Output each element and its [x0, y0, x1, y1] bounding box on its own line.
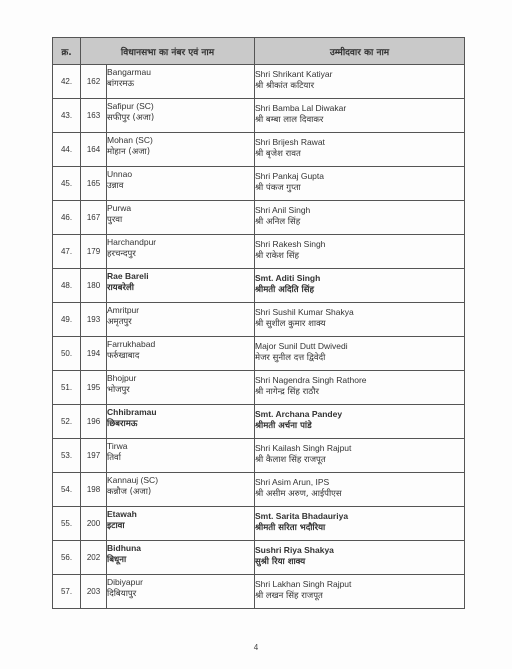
table-row: [53, 303, 465, 337]
candidate-name-english: Major Sunil Dutt Dwivedi: [255, 341, 348, 351]
table-row: [53, 473, 465, 507]
table-row: [53, 99, 465, 133]
candidate-name-cell: [255, 405, 465, 439]
candidate-name-english: Shri Brijesh Rawat: [255, 137, 325, 147]
serial-number-cell: 51.: [53, 371, 81, 405]
constituency-number-cell: 164: [81, 133, 107, 167]
constituency-name-cell: [107, 269, 255, 303]
candidate-name-english: Smt. Aditi Singh: [255, 273, 321, 283]
constituency-name-cell: [107, 65, 255, 99]
candidate-name-hindi: श्रीमती सरिता भदौरिया: [255, 523, 326, 533]
constituency-name-hindi: छिबरामऊ: [107, 419, 138, 429]
constituency-name-hindi: उन्नाव: [107, 181, 124, 191]
table-row: [53, 439, 465, 473]
serial-number-cell: 54.: [53, 473, 81, 507]
candidate-name-english: Smt. Sarita Bhadauriya: [255, 511, 349, 521]
candidate-name-cell: [255, 541, 465, 575]
constituency-name-cell: [107, 99, 255, 133]
candidate-name-english: Shri Pankaj Gupta: [255, 171, 324, 181]
table-row: [53, 269, 465, 303]
constituency-name-hindi: भोजपुर: [107, 385, 130, 395]
constituency-name-english: Bidhuna: [107, 543, 141, 553]
constituency-name-hindi: बांगरमऊ: [107, 79, 135, 89]
candidate-name-english: Shri Bamba Lal Diwakar: [255, 103, 347, 113]
constituency-name-cell: [107, 303, 255, 337]
constituency-name-hindi: सफीपुर (अजा): [107, 113, 155, 123]
constituency-name-english: Rae Bareli: [107, 271, 149, 281]
table-row: [53, 133, 465, 167]
constituency-name-english: Etawah: [107, 509, 137, 519]
table-row: [53, 235, 465, 269]
constituency-number-cell: 203: [81, 575, 107, 609]
constituency-name-hindi: बिधूना: [107, 555, 127, 565]
candidate-name-cell: [255, 269, 465, 303]
serial-number-cell: 46.: [53, 201, 81, 235]
table-row: [53, 507, 465, 541]
candidate-name-english: Shri Nagendra Singh Rathore: [255, 375, 367, 385]
candidate-name-hindi: श्री नागेन्द्र सिंह राठौर: [255, 387, 319, 397]
table-row: [53, 575, 465, 609]
candidate-name-hindi: श्री लखन सिंह राजपूत: [255, 591, 323, 601]
candidate-name-english: Shri Lakhan Singh Rajput: [255, 579, 352, 589]
candidate-name-hindi: सुश्री रिया शाक्य: [255, 557, 306, 567]
candidate-name-english: Shri Sushil Kumar Shakya: [255, 307, 354, 317]
serial-number-cell: 45.: [53, 167, 81, 201]
constituency-name-cell: [107, 235, 255, 269]
candidate-name-hindi: श्री राकेश सिंह: [255, 251, 300, 261]
constituency-name-english: Bangarmau: [107, 67, 151, 77]
candidate-name-english: Shri Asim Arun, IPS: [255, 477, 330, 487]
constituency-name-cell: [107, 167, 255, 201]
serial-number-cell: 56.: [53, 541, 81, 575]
candidate-name-cell: [255, 303, 465, 337]
constituency-name-english: Bhojpur: [107, 373, 137, 383]
constituency-name-cell: [107, 507, 255, 541]
constituency-number-cell: 197: [81, 439, 107, 473]
constituency-name-cell: [107, 439, 255, 473]
constituency-name-hindi: फर्रुखाबाद: [107, 351, 140, 361]
table-row: [53, 371, 465, 405]
constituency-name-cell: [107, 473, 255, 507]
constituency-number-cell: 198: [81, 473, 107, 507]
candidate-name-english: Sushri Riya Shakya: [255, 545, 334, 555]
candidate-name-cell: [255, 439, 465, 473]
serial-number-cell: 53.: [53, 439, 81, 473]
constituency-name-english: Mohan (SC): [107, 135, 153, 145]
header-serial: क्र.: [53, 38, 81, 65]
constituency-name-english: Tirwa: [107, 441, 128, 451]
table-row: [53, 337, 465, 371]
constituency-name-hindi: दिबियापुर: [107, 589, 137, 599]
candidate-name-hindi: श्रीमती अर्चना पांडे: [255, 421, 312, 431]
candidate-name-cell: [255, 371, 465, 405]
constituency-name-english: Kannauj (SC): [107, 475, 159, 485]
candidate-name-hindi: श्री असीम अरुण, आईपीएस: [255, 489, 342, 499]
candidate-name-hindi: मेजर सुनील दत्त द्विवेदी: [255, 353, 326, 363]
candidate-name-cell: [255, 473, 465, 507]
serial-number-cell: 48.: [53, 269, 81, 303]
candidate-name-hindi: श्री अनिल सिंह: [255, 217, 301, 227]
constituency-name-hindi: कन्नौज (अजा): [107, 487, 152, 497]
candidate-name-hindi: श्री कैलाश सिंह राजपूत: [255, 455, 326, 465]
candidate-name-cell: [255, 507, 465, 541]
constituency-number-cell: 195: [81, 371, 107, 405]
table-row: [53, 541, 465, 575]
constituency-name-english: Unnao: [107, 169, 133, 179]
candidate-name-hindi: श्री बम्बा लाल दिवाकर: [255, 115, 324, 125]
constituency-number-cell: 163: [81, 99, 107, 133]
constituency-name-cell: [107, 133, 255, 167]
serial-number-cell: 49.: [53, 303, 81, 337]
constituency-name-hindi: इटावा: [107, 521, 125, 531]
constituency-name-cell: [107, 337, 255, 371]
candidate-table: [52, 37, 465, 609]
constituency-name-hindi: तिर्वा: [107, 453, 121, 463]
table-row: [53, 65, 465, 99]
constituency-name-cell: [107, 405, 255, 439]
candidate-name-cell: [255, 167, 465, 201]
constituency-name-cell: [107, 541, 255, 575]
header-candidate: उम्मीदवार का नाम: [255, 38, 465, 65]
serial-number-cell: 44.: [53, 133, 81, 167]
constituency-name-cell: [107, 201, 255, 235]
constituency-number-cell: 180: [81, 269, 107, 303]
constituency-name-english: Farrukhabad: [107, 339, 156, 349]
candidate-name-cell: [255, 235, 465, 269]
candidate-name-english: Shri Shrikant Katiyar: [255, 69, 333, 79]
page-number: 4: [253, 643, 259, 652]
serial-number-cell: 57.: [53, 575, 81, 609]
candidate-name-english: Shri Kailash Singh Rajput: [255, 443, 352, 453]
serial-number-cell: 55.: [53, 507, 81, 541]
constituency-number-cell: 200: [81, 507, 107, 541]
table-row: [53, 201, 465, 235]
candidate-name-hindi: श्री बृजेश रावत: [255, 149, 301, 159]
table-header-row: [53, 38, 465, 65]
constituency-number-cell: 196: [81, 405, 107, 439]
candidate-name-hindi: श्री सुशील कुमार शाक्य: [255, 319, 326, 329]
constituency-name-english: Harchandpur: [107, 237, 157, 247]
header-constituency: विधानसभा का नंबर एवं नाम: [81, 38, 255, 65]
candidate-name-cell: [255, 99, 465, 133]
candidate-name-hindi: श्री श्रीकांत कटियार: [255, 81, 315, 91]
serial-number-cell: 47.: [53, 235, 81, 269]
serial-number-cell: 50.: [53, 337, 81, 371]
constituency-name-hindi: मोहान (अजा): [107, 147, 151, 157]
constituency-number-cell: 167: [81, 201, 107, 235]
constituency-name-english: Amritpur: [107, 305, 140, 315]
constituency-name-english: Safipur (SC): [107, 101, 154, 111]
candidate-name-cell: [255, 65, 465, 99]
table-row: [53, 405, 465, 439]
candidate-name-hindi: श्रीमती अदिति सिंह: [255, 285, 314, 295]
candidate-name-english: Smt. Archana Pandey: [255, 409, 343, 419]
constituency-number-cell: 194: [81, 337, 107, 371]
constituency-number-cell: 165: [81, 167, 107, 201]
candidate-name-english: Shri Anil Singh: [255, 205, 311, 215]
serial-number-cell: 52.: [53, 405, 81, 439]
candidate-name-english: Shri Rakesh Singh: [255, 239, 326, 249]
constituency-name-cell: [107, 371, 255, 405]
constituency-name-hindi: रायबरेली: [107, 283, 134, 293]
candidate-name-cell: [255, 201, 465, 235]
candidate-name-cell: [255, 133, 465, 167]
candidate-name-hindi: श्री पंकज गुप्ता: [255, 183, 301, 193]
constituency-name-hindi: हरचन्दपुर: [107, 249, 136, 259]
constituency-number-cell: 193: [81, 303, 107, 337]
constituency-name-english: Purwa: [107, 203, 132, 213]
candidate-name-cell: [255, 337, 465, 371]
table-row: [53, 167, 465, 201]
constituency-name-english: Chhibramau: [107, 407, 157, 417]
constituency-name-hindi: पुरवा: [107, 215, 123, 225]
serial-number-cell: 43.: [53, 99, 81, 133]
candidate-name-cell: [255, 575, 465, 609]
constituency-name-english: Dibiyapur: [107, 577, 143, 587]
constituency-name-hindi: अमृतपुर: [107, 317, 132, 327]
constituency-number-cell: 202: [81, 541, 107, 575]
serial-number-cell: 42.: [53, 65, 81, 99]
constituency-name-cell: [107, 575, 255, 609]
constituency-number-cell: 179: [81, 235, 107, 269]
table-body: [53, 65, 465, 609]
constituency-number-cell: 162: [81, 65, 107, 99]
